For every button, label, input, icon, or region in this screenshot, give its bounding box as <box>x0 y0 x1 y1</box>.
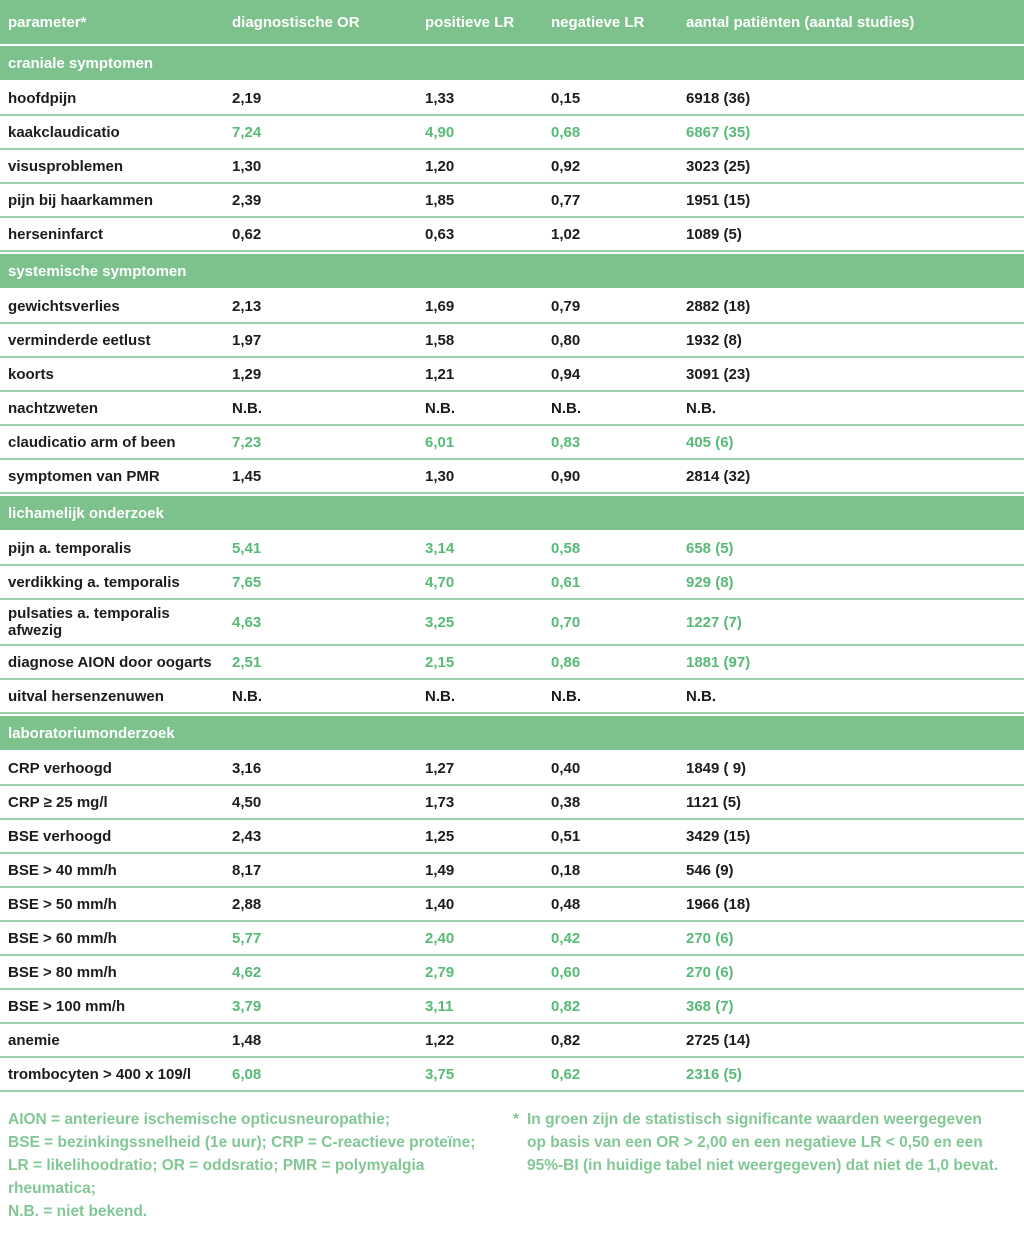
table-header-row <box>0 0 1024 44</box>
row-value: 0,62 <box>551 1065 581 1083</box>
column-header-parameter: parameter* <box>8 13 87 31</box>
table-row <box>0 150 1024 184</box>
row-label: verdikking a. temporalis <box>8 573 180 591</box>
row-label: CRP ≥ 25 mg/l <box>8 793 108 811</box>
row-label: diagnose AION door oogarts <box>8 653 212 671</box>
table-row <box>0 680 1024 714</box>
row-value: 1,33 <box>425 89 455 107</box>
row-value: 4,62 <box>232 963 262 981</box>
column-header-negatieve-lr: negatieve LR <box>551 13 645 31</box>
row-value: 1,02 <box>551 225 581 243</box>
table-row <box>0 426 1024 460</box>
footnote-line: op basis van een OR > 2,00 en een negatieve LR < 0,50 en een <box>527 1134 983 1151</box>
row-value: 2,88 <box>232 895 262 913</box>
row-value: 1,20 <box>425 157 455 175</box>
row-value: 3023 (25) <box>686 157 751 175</box>
row-label: verminderde eetlust <box>8 331 151 349</box>
row-value: 3,16 <box>232 759 262 777</box>
row-value: 6918 (36) <box>686 89 751 107</box>
row-value: 3,14 <box>425 539 455 557</box>
row-value: 0,18 <box>551 861 581 879</box>
row-value: 368 (7) <box>686 997 734 1015</box>
table-row <box>0 752 1024 786</box>
row-value: 1,45 <box>232 467 262 485</box>
row-value: 0,94 <box>551 365 581 383</box>
row-value: 1,30 <box>425 467 455 485</box>
row-value: 2725 (14) <box>686 1031 751 1049</box>
footnote-line: 95%-BI (in huidige tabel niet weergegeven) dat niet de 1,0 bevat. <box>527 1157 999 1174</box>
row-value: 0,63 <box>425 225 455 243</box>
table-row <box>0 786 1024 820</box>
row-value: 0,15 <box>551 89 581 107</box>
row-value: 0,38 <box>551 793 581 811</box>
row-value: 1,40 <box>425 895 455 913</box>
row-value: 0,83 <box>551 433 581 451</box>
row-value: 1,58 <box>425 331 455 349</box>
row-label: pijn a. temporalis <box>8 539 132 557</box>
row-value: 0,68 <box>551 123 581 141</box>
row-label: trombocyten > 400 x 109/l <box>8 1065 192 1083</box>
row-value: 5,41 <box>232 539 262 557</box>
row-label: BSE > 50 mm/h <box>8 895 117 913</box>
table-row <box>0 922 1024 956</box>
row-value: 0,60 <box>551 963 581 981</box>
row-value: N.B. <box>232 687 262 705</box>
table-body <box>0 46 1024 1092</box>
row-label: visusproblemen <box>8 157 124 175</box>
row-label: kaakclaudicatio <box>8 123 120 141</box>
table-row <box>0 820 1024 854</box>
row-value: 0,77 <box>551 191 581 209</box>
column-header-diagnostische-or: diagnostische OR <box>232 13 360 31</box>
footnote-line: AION = anterieure ischemische opticusneuropathie; <box>8 1111 391 1128</box>
row-label: symptomen van PMR <box>8 467 160 485</box>
table-row <box>0 184 1024 218</box>
row-value: 0,40 <box>551 759 581 777</box>
row-value: 270 (6) <box>686 963 734 981</box>
row-label: CRP verhoogd <box>8 759 112 777</box>
footnote-significance-note <box>513 1108 1016 1223</box>
row-value: 5,77 <box>232 929 262 947</box>
row-value: 4,63 <box>232 613 262 631</box>
row-value: 1,73 <box>425 793 455 811</box>
footnote-line: N.B. = niet bekend. <box>8 1203 148 1220</box>
table-row <box>0 532 1024 566</box>
row-label: koorts <box>8 365 54 383</box>
row-value: 1089 (5) <box>686 225 742 243</box>
row-value: 0,86 <box>551 653 581 671</box>
table-row <box>0 990 1024 1024</box>
row-value: N.B. <box>551 687 581 705</box>
row-value: N.B. <box>425 399 455 417</box>
row-value: 0,42 <box>551 929 581 947</box>
row-value: 1951 (15) <box>686 191 751 209</box>
table-row <box>0 290 1024 324</box>
section-header: lichamelijk onderzoek <box>0 496 1024 530</box>
row-value: 2,19 <box>232 89 262 107</box>
row-value: 1,21 <box>425 365 455 383</box>
row-value: N.B. <box>686 687 716 705</box>
row-value: 1,97 <box>232 331 262 349</box>
row-label: BSE > 60 mm/h <box>8 929 117 947</box>
table-row <box>0 888 1024 922</box>
row-value: 0,82 <box>551 997 581 1015</box>
table-row <box>0 1058 1024 1092</box>
row-value: 2,13 <box>232 297 262 315</box>
row-value: 405 (6) <box>686 433 734 451</box>
row-value: 2,51 <box>232 653 262 671</box>
row-value: 0,58 <box>551 539 581 557</box>
row-value: 6,01 <box>425 433 455 451</box>
row-value: N.B. <box>686 399 716 417</box>
row-value: 2,79 <box>425 963 455 981</box>
row-value: 546 (9) <box>686 861 734 879</box>
row-value: 4,70 <box>425 573 455 591</box>
row-value: 3429 (15) <box>686 827 751 845</box>
table-row <box>0 600 1024 646</box>
row-value: 2316 (5) <box>686 1065 742 1083</box>
row-value: 2814 (32) <box>686 467 751 485</box>
row-value: 1121 (5) <box>686 793 742 811</box>
row-value: 0,62 <box>232 225 262 243</box>
row-value: 7,65 <box>232 573 262 591</box>
row-value: 1881 (97) <box>686 653 751 671</box>
section-header: craniale symptomen <box>0 46 1024 80</box>
row-value: 270 (6) <box>686 929 734 947</box>
row-label: BSE > 40 mm/h <box>8 861 117 879</box>
row-value: 0,48 <box>551 895 581 913</box>
row-value: 6,08 <box>232 1065 262 1083</box>
row-value: 6867 (35) <box>686 123 751 141</box>
row-label: anemie <box>8 1031 60 1049</box>
column-header-aantal-patienten: aantal patiënten (aantal studies) <box>686 13 915 31</box>
row-value: 1966 (18) <box>686 895 751 913</box>
row-value: 0,79 <box>551 297 581 315</box>
row-value: N.B. <box>232 399 262 417</box>
row-value: 0,92 <box>551 157 581 175</box>
footnote-abbreviations <box>8 1108 513 1223</box>
section-header: laboratoriumonderzoek <box>0 716 1024 750</box>
row-value: 1,27 <box>425 759 455 777</box>
table-row <box>0 956 1024 990</box>
row-value: 1,48 <box>232 1031 262 1049</box>
row-value: 7,23 <box>232 433 262 451</box>
row-value: 1,49 <box>425 861 455 879</box>
footnote-line: LR = likelihoodratio; OR = oddsratio; PMR = polymyalgia rheumatica; <box>8 1157 425 1197</box>
row-value: 2,40 <box>425 929 455 947</box>
row-value: 1849 ( 9) <box>686 759 747 777</box>
row-label: hoofdpijn <box>8 89 77 107</box>
section-header: systemische symptomen <box>0 254 1024 288</box>
table-row <box>0 116 1024 150</box>
row-value: 2,39 <box>232 191 262 209</box>
row-value: 1,69 <box>425 297 455 315</box>
row-value: N.B. <box>425 687 455 705</box>
row-value: 1,85 <box>425 191 455 209</box>
row-value: 4,90 <box>425 123 455 141</box>
row-value: 1,25 <box>425 827 455 845</box>
table-row <box>0 324 1024 358</box>
row-value: 2,15 <box>425 653 455 671</box>
footnote-line: In groen zijn de statistisch significante waarden weergegeven <box>527 1111 982 1128</box>
row-value: 1227 (7) <box>686 613 742 631</box>
row-value: 4,50 <box>232 793 262 811</box>
row-value: 3,25 <box>425 613 455 631</box>
footnotes <box>0 1092 1024 1223</box>
table-row <box>0 854 1024 888</box>
row-value: N.B. <box>551 399 581 417</box>
row-label: herseninfarct <box>8 225 104 243</box>
row-value: 0,80 <box>551 331 581 349</box>
table-row <box>0 1024 1024 1058</box>
asterisk-marker: * <box>513 1111 520 1128</box>
row-label: uitval hersenzenuwen <box>8 687 164 705</box>
row-value: 929 (8) <box>686 573 734 591</box>
table-row <box>0 82 1024 116</box>
row-label: gewichtsverlies <box>8 297 120 315</box>
row-label: claudicatio arm of been <box>8 433 176 451</box>
row-label: BSE > 80 mm/h <box>8 963 117 981</box>
row-label: pijn bij haarkammen <box>8 191 154 209</box>
footnote-line: BSE = bezinkingssnelheid (1e uur); CRP = C-reactieve proteïne; <box>8 1134 476 1151</box>
table-row <box>0 358 1024 392</box>
row-value: 3,75 <box>425 1065 455 1083</box>
row-value: 1,29 <box>232 365 262 383</box>
row-value: 3,11 <box>425 997 454 1015</box>
table-row <box>0 646 1024 680</box>
row-label: BSE > 100 mm/h <box>8 997 126 1015</box>
row-value: 1,30 <box>232 157 262 175</box>
row-value: 0,82 <box>551 1031 581 1049</box>
row-value: 0,70 <box>551 613 581 631</box>
row-value: 0,61 <box>551 573 581 591</box>
row-value: 2,43 <box>232 827 262 845</box>
row-value: 3,79 <box>232 997 262 1015</box>
row-label: pulsaties a. temporalis afwezig <box>8 605 170 639</box>
row-value: 1,22 <box>425 1031 455 1049</box>
table-row <box>0 566 1024 600</box>
row-value: 8,17 <box>232 861 262 879</box>
row-value: 1932 (8) <box>686 331 742 349</box>
row-label: BSE verhoogd <box>8 827 112 845</box>
row-value: 0,51 <box>551 827 581 845</box>
table-row <box>0 392 1024 426</box>
row-label: nachtzweten <box>8 399 99 417</box>
row-value: 3091 (23) <box>686 365 751 383</box>
table-row <box>0 218 1024 252</box>
row-value: 2882 (18) <box>686 297 751 315</box>
column-header-positieve-lr: positieve LR <box>425 13 515 31</box>
row-value: 7,24 <box>232 123 262 141</box>
table-row <box>0 460 1024 494</box>
row-value: 0,90 <box>551 467 581 485</box>
row-value: 658 (5) <box>686 539 734 557</box>
